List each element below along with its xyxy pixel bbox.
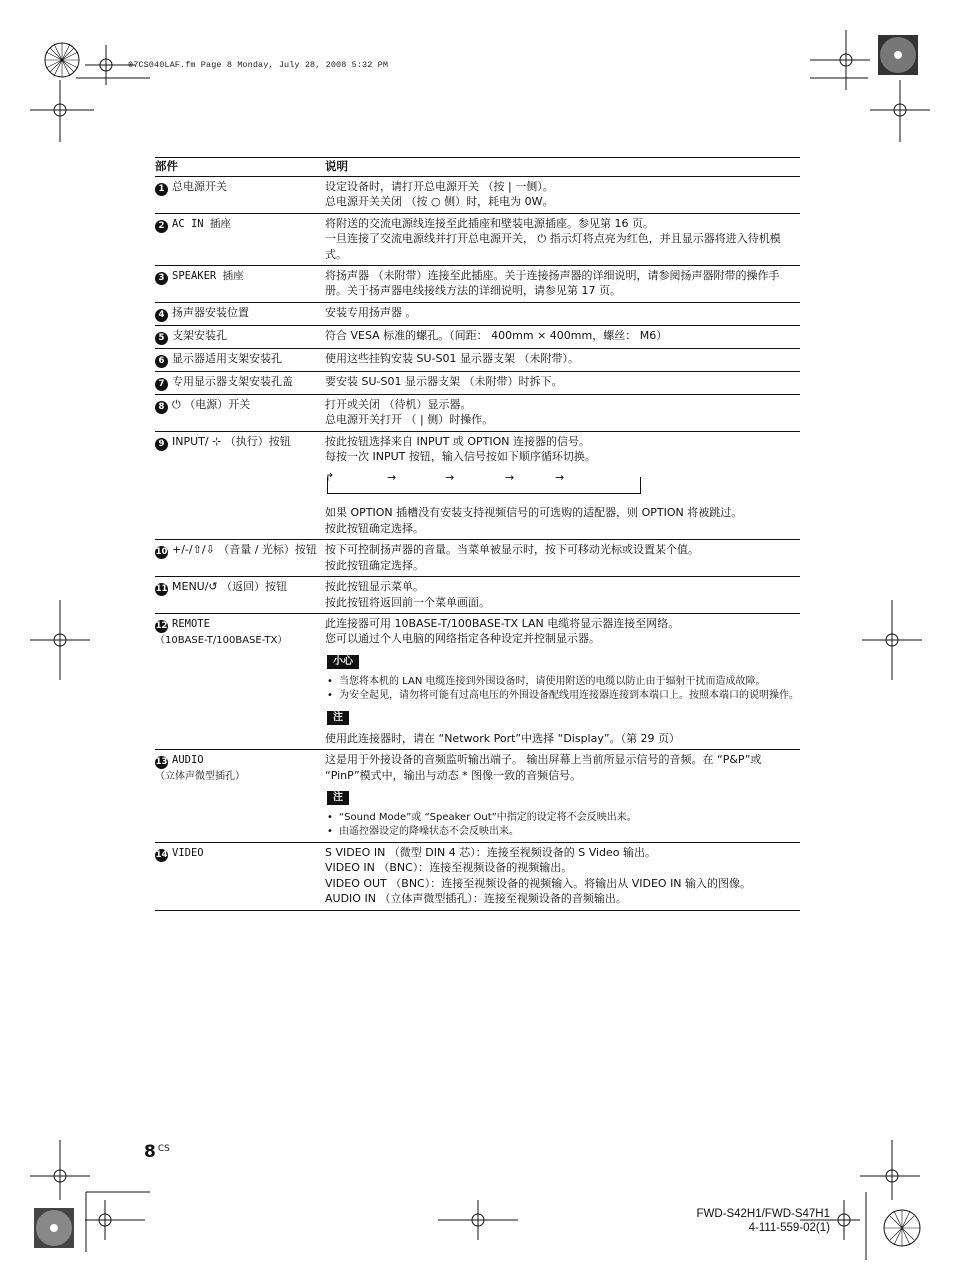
model-number: FWD-S42H1/FWD-S47H1: [696, 1208, 830, 1220]
item-number-badge: 13: [155, 757, 168, 768]
part-name: 扬声器安装位置: [172, 305, 249, 319]
description-line: 符合 VESA 标准的螺孔。（间距： 400mm × 400mm，螺丝： M6）: [325, 328, 668, 342]
part-name: VIDEO: [172, 846, 204, 859]
part-name: MENU/↺ （返回）按钮: [172, 580, 288, 594]
part-name: REMOTE: [172, 617, 210, 630]
table-row: [155, 614, 800, 750]
page-number: [144, 1142, 170, 1162]
page-language-code: CS: [157, 1144, 170, 1154]
part-subname: （立体声微型插孔）: [155, 771, 245, 783]
table-row: [155, 577, 800, 614]
description-line: 总电源开关打开 （ | 侧）时操作。: [325, 413, 494, 427]
table-row: [155, 750, 800, 843]
registration-mark-bottom-middle: [438, 1200, 518, 1240]
registration-mark-mid-right: [862, 600, 922, 680]
registration-mark-bottom-right: [800, 1140, 930, 1270]
description-line: VIDEO OUT （BNC）：连接至视频设备的视频输入。将输出从 VIDEO IN 输入的图像。: [325, 876, 752, 890]
table-row: [155, 177, 800, 214]
cycle-arrow-icon: →: [387, 471, 397, 485]
cycle-loop-line: [327, 477, 641, 494]
table-row: [155, 432, 800, 541]
part-name: 支架安装孔: [172, 328, 227, 342]
note-text: 使用此连接器时，请在 “Network Port”中选择 “Display”。（第 29 页）: [325, 731, 681, 745]
item-number-badge: 11: [155, 584, 168, 595]
cycle-arrow-icon: →: [505, 471, 515, 485]
caution-item: • 当您将本机的 LAN 电缆连接到外围设备时，请使用附送的电缆以防止由于辐射干扰而造成故障。: [325, 675, 800, 689]
description-line: 使用这些挂钩安装 SU-S01 显示器支架 （未附带）。: [325, 351, 579, 365]
description-line: 一旦连接了交流电源线并打开总电源开关， ⏻ 指示灯将点亮为红色，并且显示器将进入待机模式。: [325, 232, 781, 261]
column-header-part: 部件: [155, 159, 178, 174]
item-number-badge: 14: [155, 849, 168, 860]
table-row: [155, 303, 800, 326]
input-cycle-diagram: [325, 473, 640, 495]
item-number-badge: 5: [155, 332, 168, 345]
table-row: [155, 326, 800, 349]
item-number-badge: 1: [155, 183, 168, 196]
description-line: 按此按钮选择来自 INPUT 或 OPTION 连接器的信号。: [325, 434, 591, 448]
item-number-badge: 8: [155, 401, 168, 414]
note-list: [325, 811, 800, 839]
part-name: AUDIO: [172, 754, 204, 767]
item-number-badge: 4: [155, 309, 168, 322]
description-line: S VIDEO IN （微型 DIN 4 芯）：连接至视频设备的 S Video 输出。: [325, 845, 657, 859]
cycle-arrow-icon: →: [555, 471, 565, 485]
description-line: 按此按钮确定选择。: [325, 558, 424, 572]
cycle-arrow-icon: →: [445, 471, 455, 485]
description-line: 将附送的交流电源线连接至此插座和壁装电源插座。参见第 16 页。: [325, 216, 654, 230]
part-name: +/-/⇧/⇩ （音量 / 光标）按钮: [172, 543, 317, 557]
table-row: [155, 372, 800, 395]
table-row: [155, 540, 800, 577]
parts-table: [155, 157, 800, 911]
part-name: ⏻ （电源）开关: [172, 397, 251, 411]
description-line: 您可以通过个人电脑的网络指定各种设定并控制显示器。: [325, 632, 600, 646]
caution-item: • 为安全起见，请勿将可能有过高电压的外围设备配线用连接器连接到本端口上。按照本端口的说明操作。: [325, 689, 800, 703]
item-number-badge: 3: [155, 272, 168, 285]
caution-badge: 小心: [327, 655, 359, 669]
description-line: 要安装 SU-S01 显示器支架 （未附带）时拆下。: [325, 374, 563, 388]
part-subname: （10BASE-T/100BASE-TX）: [155, 634, 288, 646]
description-line: 设定设备时，请打开总电源开关 （按 | 一侧）。: [325, 180, 554, 193]
description-line: 总电源开关关闭 （按 ○ 侧）时，耗电为 0W。: [325, 195, 554, 209]
item-number-badge: 7: [155, 378, 168, 391]
description-line: 按下可控制扬声器的音量。当菜单被显示时，按下可移动光标或设置某个值。: [325, 543, 699, 557]
description-line: 每按一次 INPUT 按钮，输入信号按如下顺序循环切换。: [325, 450, 596, 464]
file-header: 07CS040LAF.fm Page 8 Monday, July 28, 2008 5:32 PM: [128, 60, 389, 70]
table-row: [155, 214, 800, 266]
description-line: 按此按钮将返回前一个菜单画面。: [325, 595, 490, 609]
note-badge: 注: [327, 711, 349, 725]
item-number-badge: 10: [155, 547, 168, 558]
item-number-badge: 12: [155, 620, 168, 631]
note-item: • “Sound Mode”或 “Speaker Out”中指定的设定将不会反映出来。: [325, 811, 800, 825]
part-name: INPUT/ ⊹ （执行）按钮: [172, 434, 291, 448]
note-item: • 由遥控器设定的降噪状态不会反映出来。: [325, 825, 800, 839]
description-line: 按此按钮显示菜单。: [325, 580, 424, 594]
part-name: 显示器适用支架安装孔: [172, 351, 282, 365]
description-line: VIDEO IN （BNC）：连接至视频设备的视频输出。: [325, 861, 573, 875]
description-line: 这是用于外接设备的音频监听输出端子。 输出屏幕上当前所显示信号的音频。在 “P&P”或 “PinP”模式中，输出与动态 * 图像一致的音频信号。: [325, 753, 762, 782]
registration-mark-mid-left: [30, 600, 90, 680]
description-line: 如果 OPTION 插槽没有安装支持视频信号的可选购的适配器，则 OPTION 将被跳过。: [325, 506, 743, 520]
table-row: [155, 843, 800, 911]
description-line: 打开或关闭 （待机）显示器。: [325, 397, 472, 411]
part-name: 总电源开关: [172, 180, 227, 193]
model-info: [696, 1207, 830, 1235]
description-line: 安装专用扬声器 。: [325, 305, 417, 319]
part-name: AC IN 插座: [172, 217, 231, 230]
column-header-description: 说明: [325, 159, 348, 174]
description-line: 将扬声器 （未附带）连接至此插座。关于连接扬声器的详细说明，请参阅扬声器附带的操作手册。关于扬声器电线接线方法的详细说明，请参见第 17 页。: [325, 269, 780, 298]
item-number-badge: 9: [155, 438, 168, 451]
item-number-badge: 2: [155, 220, 168, 233]
page-number-value: 8: [144, 1142, 156, 1162]
cycle-start-arrow-icon: ↱: [325, 471, 335, 485]
part-name: SPEAKER 插座: [172, 270, 244, 283]
registration-mark-top-right: [810, 30, 930, 150]
note-badge: 注: [327, 791, 349, 805]
table-row: [155, 349, 800, 372]
description-line: 此连接器可用 10BASE-T/100BASE-TX LAN 电缆将显示器连接至网络。: [325, 616, 680, 630]
description-line: 按此按钮确定选择。: [325, 521, 424, 535]
table-row: [155, 395, 800, 432]
document-code: 4-111-559-02(1): [748, 1222, 830, 1234]
item-number-badge: 6: [155, 355, 168, 368]
caution-list: [325, 675, 800, 703]
registration-mark-bottom-center: [85, 1200, 145, 1240]
table-row: [155, 266, 800, 303]
description-line: AUDIO IN （立体声微型插孔）：连接至视频设备的音频输出。: [325, 892, 627, 906]
part-name: 专用显示器支架安装孔盖: [172, 374, 293, 388]
table-header: [155, 157, 800, 177]
